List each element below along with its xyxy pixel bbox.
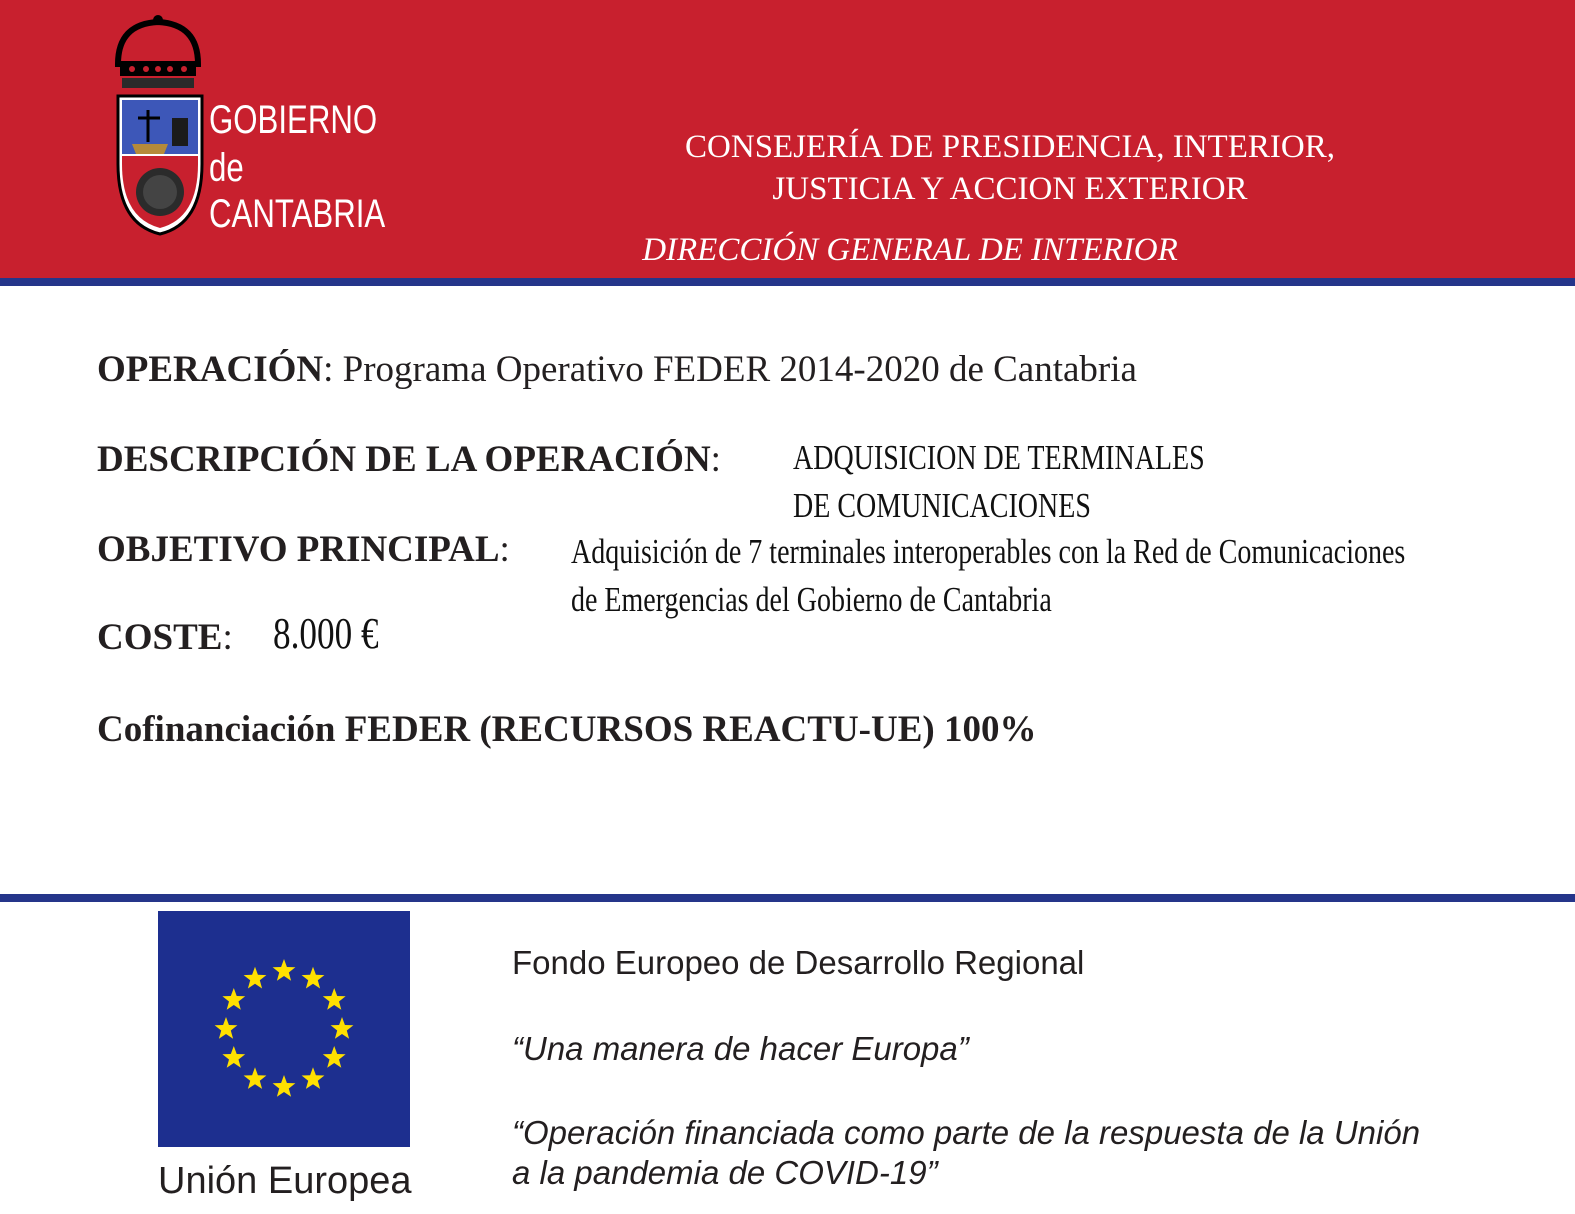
covid-line-1: “Operación financiada como parte de la respuesta de la Unión (512, 1114, 1421, 1151)
consejeria-line-2: JUSTICIA Y ACCION EXTERIOR (772, 171, 1248, 207)
header-divider (0, 278, 1575, 286)
objetivo-row: OBJETIVO PRINCIPAL: (97, 529, 510, 570)
eu-flag-field (158, 911, 410, 1147)
covid-line-2: a la pandemia de COVID-19” (512, 1154, 938, 1191)
logo-text-gobierno: GOBIERNO (209, 98, 378, 142)
coste-label: COSTE (97, 617, 223, 658)
logo-text-cantabria: CANTABRIA (209, 192, 386, 236)
objetivo-line-2: de Emergencias del Gobierno de Cantabria (571, 580, 1052, 619)
fondo-text: Fondo Europeo de Desarrollo Regional (512, 944, 1085, 981)
objetivo-label: OBJETIVO PRINCIPAL (97, 529, 500, 570)
consejeria-line-1: CONSEJERÍA DE PRESIDENCIA, INTERIOR, (685, 129, 1335, 165)
eu-flag-icon (158, 911, 410, 1147)
operacion-row: OPERACIÓN: Programa Operativo FEDER 2014-2020 de Cantabria (97, 349, 1137, 390)
objetivo-value (571, 528, 1405, 624)
coste-value: 8.000 € (273, 609, 379, 658)
coste-row: COSTE: (97, 617, 233, 658)
objetivo-line-1: Adquisición de 7 terminales interoperables con la Red de Comunicaciones (571, 532, 1406, 571)
descripcion-label: DESCRIPCIÓN DE LA OPERACIÓN (97, 439, 711, 480)
eu-label: Unión Europea (158, 1160, 412, 1202)
operacion-value: Programa Operativo FEDER 2014-2020 de Cantabria (342, 349, 1137, 390)
consejeria-title (600, 126, 1420, 210)
descripcion-line-1: ADQUISICION DE TERMINALES (793, 438, 1205, 477)
descripcion-value (793, 434, 1205, 530)
cofinanciacion: Cofinanciación FEDER (RECURSOS REACTU-UE) 100% (97, 709, 1037, 750)
descripcion-line-2: DE COMUNICACIONES (793, 486, 1091, 525)
descripcion-row: DESCRIPCIÓN DE LA OPERACIÓN: (97, 439, 721, 480)
direccion-general: DIRECCIÓN GENERAL DE INTERIOR (642, 232, 1178, 268)
lema-text: “Una manera de hacer Europa” (512, 1030, 969, 1067)
logo-text-de: de (209, 146, 244, 190)
footer-divider (0, 894, 1575, 902)
operacion-label: OPERACIÓN (97, 349, 324, 390)
